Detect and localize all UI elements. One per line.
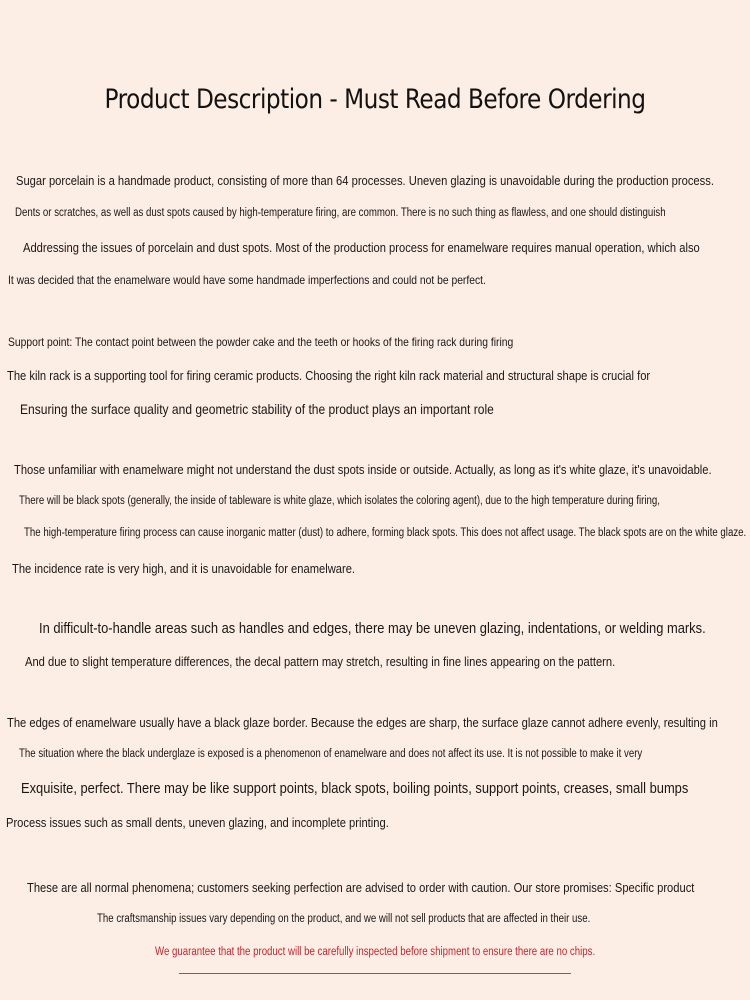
description-line-11: The incidence rate is very high, and it is unavoidable for enamelware.	[12, 561, 356, 576]
description-line-10: The high-temperature firing process can cause inorganic matter (dust) to adhere, forming black spots. This does not affect usage. The black spots are on the white glaze.	[24, 527, 747, 539]
description-line-8: Those unfamiliar with enamelware might not understand the dust spots inside or outside. Actually, as long as it's white glaze, it's unavoidable.	[14, 462, 712, 477]
description-line-17: Process issues such as small dents, uneven glazing, and incomplete printing.	[6, 815, 389, 830]
description-line-13: And due to slight temperature differences, the decal pattern may stretch, resulting in fine lines appearing on the pattern.	[25, 654, 616, 669]
description-line-5: Support point: The contact point between the powder cake and the teeth or hooks of the firing rack during firing	[8, 335, 514, 349]
description-line-7: Ensuring the surface quality and geometric stability of the product plays an important role	[20, 401, 494, 417]
description-line-18: These are all normal phenomena; customers seeking perfection are advised to order with caution. Our store promises: Specific product	[27, 880, 695, 895]
guarantee-line: We guarantee that the product will be carefully inspected before shipment to ensure there are no chips.	[155, 946, 596, 958]
description-line-2: Dents or scratches, as well as dust spots caused by high-temperature firing, are common. There is no such thing as flawless, and one should distinguish	[15, 207, 666, 219]
description-line-4: It was decided that the enamelware would have some handmade imperfections and could not be perfect.	[8, 273, 486, 287]
description-line-9: There will be black spots (generally, the inside of tableware is white glaze, which isolates the coloring agent), due to the high temperature during firing,	[19, 495, 660, 507]
description-line-19: The craftsmanship issues vary depending on the product, and we will not sell products that are affected in their use.	[97, 913, 591, 925]
description-line-15: The situation where the black underglaze is exposed is a phenomenon of enamelware and does not affect its use. It is not possible to make it very	[19, 748, 643, 760]
description-line-1: Sugar porcelain is a handmade product, consisting of more than 64 processes. Uneven glazing is unavoidable during the production process.	[16, 173, 714, 188]
page-title: Product Description - Must Read Before Ordering	[104, 84, 646, 115]
description-line-16: Exquisite, perfect. There may be like support points, black spots, boiling points, support points, creases, small bumps	[21, 780, 689, 797]
description-line-3: Addressing the issues of porcelain and dust spots. Most of the production process for enamelware requires manual operation, which also	[23, 240, 700, 255]
guarantee-underline	[179, 973, 571, 974]
description-line-12: In difficult-to-handle areas such as handles and edges, there may be uneven glazing, indentations, or welding marks.	[39, 620, 706, 637]
description-line-14: The edges of enamelware usually have a black glaze border. Because the edges are sharp, the surface glaze cannot adhere evenly, resulting in	[7, 715, 718, 730]
description-line-6: The kiln rack is a supporting tool for firing ceramic products. Choosing the right kiln rack material and structural shape is crucial for	[7, 368, 651, 383]
